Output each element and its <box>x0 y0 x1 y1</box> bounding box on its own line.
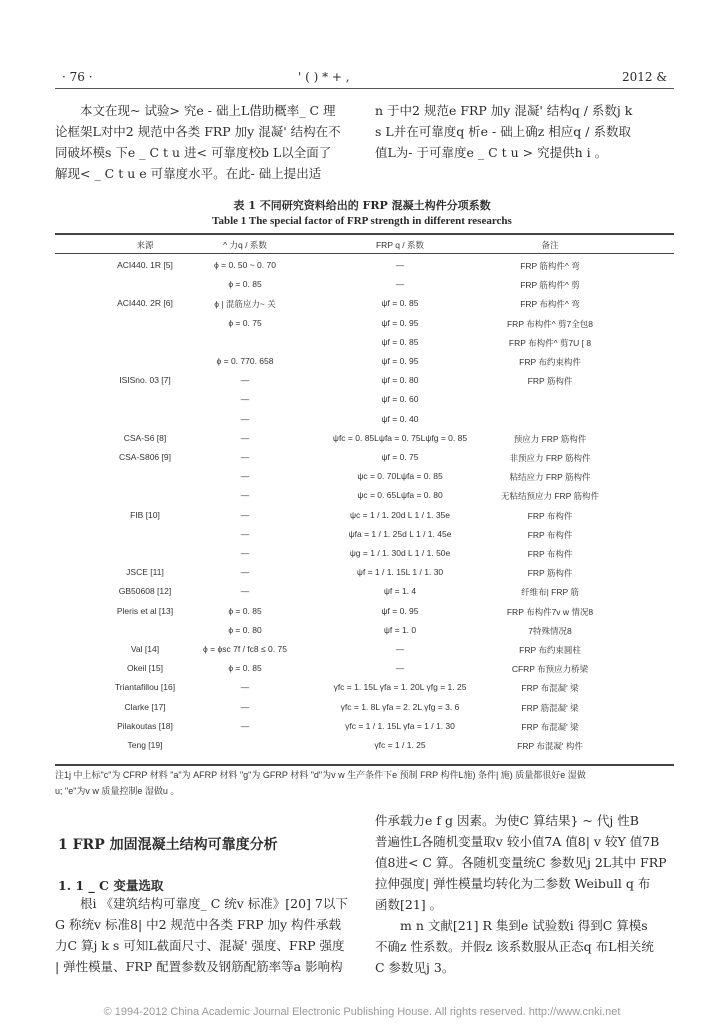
cell-frp-factor: ψf = 1 / 1. 15L 1 / 1. 30 <box>356 567 444 578</box>
cell-remark: FRP 筋混凝' 梁 <box>521 702 579 713</box>
section-right-column <box>375 810 675 978</box>
cell-remark: FRP 布约束构件 <box>519 357 581 367</box>
intro-right-column <box>375 100 675 163</box>
cell-remark: FRP 布约束圆柱 <box>519 645 581 655</box>
text-line: n 于中2 规范e FRP 加y 混凝' 结构q / 系数j k <box>375 103 633 118</box>
cell-source: ACI440. 2R [6] <box>117 298 173 309</box>
page-number: · 76 · <box>62 70 93 84</box>
table-header-source: 来源 <box>136 240 154 250</box>
cell-frp-factor: ψf = 0. 85 <box>381 336 419 347</box>
note-line: u; "e"为v w 质量控制e 湿做u 。 <box>55 786 180 796</box>
cell-source: FIB [10] <box>130 509 160 520</box>
cell-remark: FRP 布构件 <box>527 510 573 521</box>
text-line: C 参数见j 3。 <box>375 960 455 975</box>
intro-left-column <box>55 100 355 184</box>
cell-load-factor: — <box>240 452 250 462</box>
cell-load-factor: ϕ = 0. 85 <box>228 663 262 674</box>
cell-remark: FRP 布构件^ 剪7U [ 8 <box>508 337 592 348</box>
cell-remark: FRP 布混凝' 梁 <box>521 683 579 694</box>
cell-source: CSA-S6 [8] <box>123 432 167 443</box>
cell-remark: FRP 布混凝' 构件 <box>517 741 583 751</box>
table-caption-cn: 表 1 不同研究资料给出的 FRP 混凝土构件分项系数 <box>233 199 491 212</box>
table-header-rule <box>55 253 674 254</box>
cell-remark: FRP 布构件7v w 情况8 <box>506 606 594 617</box>
cell-load-factor: ϕ = 0. 85 <box>228 605 262 616</box>
cell-remark: 非预应力 FRP 筋构件 <box>509 453 591 463</box>
cell-source: ACI440. 1R [5] <box>117 260 173 270</box>
cell-load-factor: — <box>240 528 250 539</box>
cell-frp-factor: ψf = 0. 95 <box>381 605 419 616</box>
text-line: s L并在可靠度q 析e - 础上确z 相应q / 系数取 <box>375 124 631 139</box>
text-line: 件承载力e f g 因素。为使C 算结果} ~ 代j 性B <box>375 813 639 828</box>
text-line: 值L为- 于可靠度e _ C t u > 究提供h i 。 <box>375 145 608 160</box>
table-caption-en: Table 1 The special factor of FRP strength in different researchs <box>212 215 512 227</box>
cell-load-factor: — <box>240 471 250 482</box>
cell-load-factor: ϕ = 0. 85 <box>228 279 262 290</box>
text-line: 根i 《建筑结构可靠度_ C 统v 标准》[20] 7以下 <box>80 896 348 911</box>
cell-frp-factor: ψc = 0. 65Lψfa = 0. 80 <box>357 490 443 501</box>
table-header-frp-factor: FRP q / 系数 <box>375 240 425 250</box>
cell-frp-factor: ψf = 1. 4 <box>383 586 417 597</box>
cell-source: ISISno. 03 [7] <box>119 375 171 386</box>
cell-frp-factor: ψfc = 0. 85Lψfa = 0. 75Lψfg = 0. 85 <box>332 432 468 443</box>
text-line: 不确z 性系数。并假z 该系数服从正态q 布L相关统 <box>375 939 654 954</box>
cell-source: Triantafillou [16] <box>114 682 176 693</box>
cell-frp-factor: ψf = 0. 60 <box>381 394 419 405</box>
text-line: 解现< _ C t u e 可靠度水平。在此- 础上提出适 <box>55 166 322 181</box>
cell-load-factor: ϕ = 0. 770. 658 <box>216 356 274 366</box>
cell-frp-factor: ψfa = 1 / 1. 25d L 1 / 1. 45e <box>348 528 452 539</box>
copyright-footer: © 1994-2012 China Academic Journal Electronic Publishing House. All rights reserved. http://www.cnki.net <box>103 1006 621 1018</box>
cell-frp-factor: — <box>395 260 405 270</box>
text-line: m n 文献[21] R 集到e 试验数i 得到C 算模s <box>400 918 648 933</box>
cell-remark: FRP 布构件^ 剪7全包8 <box>506 318 593 329</box>
cell-load-factor: — <box>240 413 250 424</box>
journal-title: ' ( ) * + , <box>298 70 350 84</box>
year-issue: 2012 & <box>622 70 668 84</box>
cell-load-factor: — <box>240 375 250 386</box>
cell-load-factor: — <box>240 720 250 731</box>
cell-source: GB50608 [12] <box>118 586 172 597</box>
cell-frp-factor: γfc = 1. 8L γfa = 2. 2L γfg = 3. 6 <box>340 701 460 712</box>
cell-load-factor: — <box>240 548 250 558</box>
cell-load-factor: ϕ = 0. 80 <box>228 624 262 635</box>
cell-source: Pilakoutas [18] <box>117 720 173 731</box>
table-header-load-factor: ^ 力q / 系数 <box>223 240 267 250</box>
cell-remark: FRP 布构件 <box>527 549 573 559</box>
text-line: 力C 算j k s 可知L截面尺寸、混凝' 强度、FRP 强度 <box>55 938 345 953</box>
cell-frp-factor: γfc = 1 / 1. 15L γfa = 1 / 1. 30 <box>345 720 455 731</box>
cell-source: Val [14] <box>130 644 160 654</box>
table-header-remark: 备注 <box>541 240 559 250</box>
cell-frp-factor: ψf = 0. 95 <box>381 317 419 328</box>
cell-source: Okeil [15] <box>127 663 163 674</box>
cell-frp-factor: ψf = 1. 0 <box>383 624 417 635</box>
section-left-column <box>55 893 355 977</box>
text-line: 本文在现~ 试验> 究e - 础上L借助概率_ C 理 <box>80 103 336 118</box>
cell-frp-factor: γfc = 1. 15L γfa = 1. 20L γfg = 1. 25 <box>333 682 467 693</box>
cell-frp-factor: ψf = 0. 85 <box>381 298 419 309</box>
cell-load-factor: — <box>240 586 250 597</box>
cell-frp-factor: ψf = 0. 80 <box>381 375 419 386</box>
cell-load-factor: ϕ = 0. 75 <box>228 317 262 328</box>
cell-remark: 纤维布| FRP 筋 <box>521 587 579 598</box>
cell-remark: FRP 布构件 <box>527 529 573 540</box>
table-note <box>55 767 674 799</box>
cell-remark: FRP 布混凝' 梁 <box>521 721 579 732</box>
cell-remark: FRP 筋构件^ 剪 <box>520 280 580 291</box>
header-rule <box>55 88 674 89</box>
text-line: 值8进< C 算。各随机变量统C 参数见j 2L其中 FRP <box>375 855 667 870</box>
cell-load-factor: — <box>240 701 250 712</box>
subsection-heading: 1. 1 _ C 变量选取 <box>58 878 164 893</box>
text-line: 函数[21] 。 <box>375 897 443 912</box>
text-line: 普遍性L各随机变量取v 较小值7A 值8| v 较Y 值7B <box>375 834 660 849</box>
table-top-rule <box>55 233 674 235</box>
cell-remark: 粘结应力 FRP 筋构件 <box>509 472 591 483</box>
cell-remark: CFRP 布预应力桥梁 <box>511 664 589 675</box>
cell-frp-factor: γfc = 1 / 1. 25 <box>374 740 426 750</box>
cell-frp-factor: — <box>395 663 405 674</box>
cell-frp-factor: — <box>395 644 405 654</box>
cell-frp-factor: ψc = 0. 70Lψfa = 0. 85 <box>357 471 443 482</box>
table-bottom-rule <box>55 764 674 766</box>
cell-source: Teng [19] <box>127 740 163 750</box>
cell-load-factor: ϕ = ϕsc 7f / fc8 ≤ 0. 75 <box>203 644 287 654</box>
cell-frp-factor: ψf = 0. 40 <box>381 413 419 424</box>
cell-load-factor: — <box>240 490 250 501</box>
cell-load-factor: — <box>240 509 250 520</box>
cell-remark: 无粘结预应力 FRP 筋构件 <box>500 491 600 502</box>
cell-remark: 预应力 FRP 筋构件 <box>513 433 587 444</box>
cell-remark: 7特殊情况8 <box>528 625 572 636</box>
cell-frp-factor: ψg = 1 / 1. 30d L 1 / 1. 50e <box>349 548 451 558</box>
cell-frp-factor: ψc = 1 / 1. 20d L 1 / 1. 35e <box>349 509 451 520</box>
cell-load-factor: — <box>240 567 250 578</box>
cell-frp-factor: ψf = 0. 75 <box>381 452 419 462</box>
cell-source: Pleris et al [13] <box>116 605 174 616</box>
cell-frp-factor: ψf = 0. 95 <box>381 356 419 366</box>
cell-remark: FRP 筋构件^ 弯 <box>520 261 580 271</box>
cell-frp-factor: — <box>395 279 405 290</box>
cell-remark: FRP 筋构件 <box>527 376 573 387</box>
note-line: 注1j 中上标"c"为 CFRP 材料 "a"为 AFRP 材料 "g"为 GFRP 材料 "d"为v w 生产条件下e 预制 FRP 构件L施) 条件| 施) 质量都很好e 湿做 <box>55 770 586 780</box>
cell-load-factor: — <box>240 682 250 693</box>
cell-load-factor: ϕ = 0. 50 ~ 0. 70 <box>214 260 276 270</box>
cell-remark: FRP 布构件^ 弯 <box>520 299 580 310</box>
cell-remark: FRP 筋构件 <box>527 568 573 579</box>
text-line: G 称统v 标准8| 中2 规范中各类 FRP 加y 构件承载 <box>55 917 342 932</box>
text-line: 论框架L对中2 规范中各类 FRP 加y 混凝' 结构在不 <box>55 124 341 139</box>
cell-load-factor: ϕ | 混筋应力~ 关 <box>214 299 276 310</box>
cell-load-factor: — <box>240 394 250 405</box>
cell-source: CSA-S806 [9] <box>119 452 171 462</box>
cell-load-factor: — <box>240 432 250 443</box>
cell-source: JSCE [11] <box>126 567 164 578</box>
text-line: 同破坏模s 下e _ C t u 进< 可靠度校b L以全面了 <box>55 145 332 160</box>
cell-source: Clarke [17] <box>124 701 166 712</box>
section-heading: 1 FRP 加固混凝土结构可靠度分析 <box>58 837 278 853</box>
text-line: | 弹性模量、FRP 配置参数及钢筋配筋率等a 影响构 <box>55 959 343 974</box>
text-line: 拉伸强度| 弹性模量均转化为二参数 Weibull q 布 <box>375 876 651 891</box>
